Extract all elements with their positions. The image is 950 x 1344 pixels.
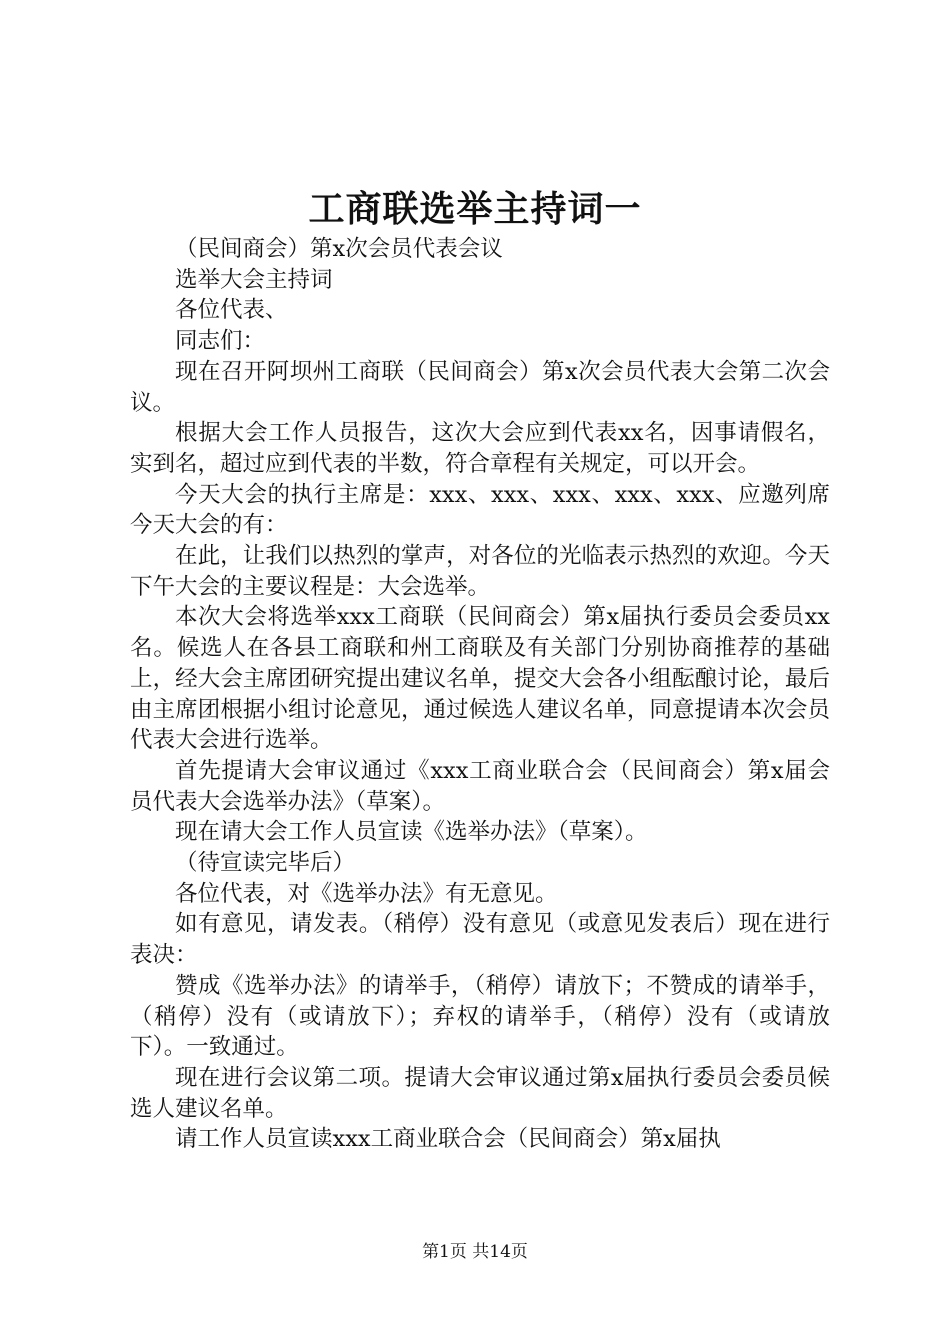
paragraph-greeting-delegates: 各位代表、 [175, 297, 288, 324]
paragraph-attendance: 根据大会工作人员报告，这次大会应到代表xx名，因事请假名，实到名，超过应到代表的半数，符合章程有关规定，可以开会。 [130, 420, 830, 477]
paragraph-subtitle: 选举大会主持词 [175, 266, 333, 293]
paragraph-greeting-comrades: 同志们： [175, 328, 266, 355]
paragraph-read-rules: 现在请大会工作人员宣读《选举办法》（草案）。 [175, 819, 648, 846]
paragraph-second-item: 现在进行会议第二项。提请大会审议通过第x届执行委员会委员候选人建议名单。 [130, 1064, 830, 1122]
paragraph-welcome: 在此，让我们以热烈的掌声，对各位的光临表示热烈的欢迎。今天下午大会的主要议程是：大会选举。 [130, 543, 830, 600]
paragraph-after-reading: （待宣读完毕后） [175, 850, 356, 877]
paragraph-vote-call: 如有意见，请发表。（稍停）没有意见（或意见发表后）现在进行表决： [130, 911, 830, 969]
document-title: 工商联选举主持词一 [308, 188, 642, 230]
paragraph-read-candidates: 请工作人员宣读xxx工商业联合会（民间商会）第x届执 [175, 1126, 721, 1153]
paragraph-ask-opinions: 各位代表，对《选举办法》有无意见。 [175, 880, 558, 907]
paragraph-election-rules: 首先提请大会审议通过《xxx工商业联合会（民间商会）第x届会员代表大会选举办法》（草案）。 [130, 757, 830, 815]
paragraph-meeting-name: （民间商会）第x次会员代表会议 [175, 236, 503, 262]
paragraph-election-intro: 本次大会将选举xxx工商联（民间商会）第x届执行委员会委员xx名。候选人在各县工商联和州工商联及有关部门分别协商推荐的基础上，经大会主席团研究提出建议名单，提交大会各小组酝酿讨论，最后由主席团根据小组讨论意见，通过候选人建议名单，同意提请本次会员代表大会进行选举。 [130, 604, 830, 754]
page-number: 第1页 共14页 [422, 1242, 528, 1262]
paragraph-opening: 现在召开阿坝州工商联（民间商会）第x次会员代表大会第二次会议。 [130, 358, 830, 416]
document-body [130, 234, 830, 1155]
paragraph-vote-procedure: 赞成《选举办法》的请举手，（稍停）请放下；不赞成的请举手，（稍停）没有（或请放下）；弃权的请举手，（稍停）没有（或请放下）。一致通过。 [130, 972, 830, 1061]
paragraph-chairs: 今天大会的执行主席是：xxx、xxx、xxx、xxx、xxx、应邀列席今天大会的有： [130, 481, 830, 539]
